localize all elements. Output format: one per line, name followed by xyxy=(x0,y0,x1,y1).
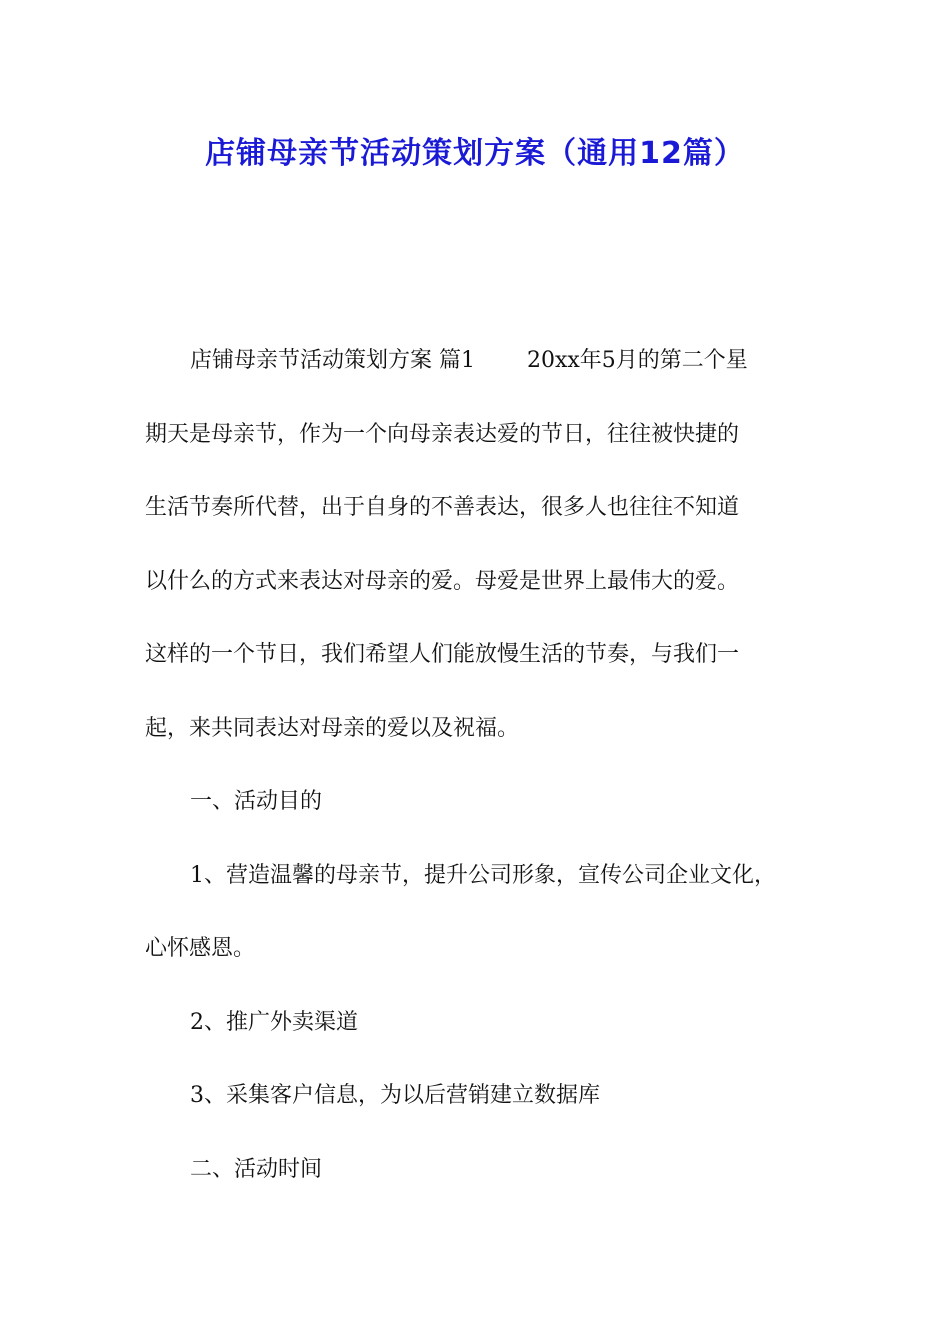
purpose-item-1-line-2: 心怀感恩。 xyxy=(145,936,256,961)
document-body xyxy=(145,339,825,1221)
intro-line-4: 以什么的方式来表达对母亲的爱。母爱是世界上最伟大的爱。 xyxy=(145,568,740,594)
intro-line-6: 起，来共同表达对母亲的爱以及祝福。 xyxy=(145,715,520,741)
intro-line-2: 期天是母亲节，作为一个向母亲表达爱的节日，往往被快捷的 xyxy=(145,421,740,447)
section-heading-purpose: 一、活动目的 xyxy=(190,789,323,814)
purpose-item-2: 2、推广外卖渠道 xyxy=(190,1009,358,1035)
purpose-item-3: 3、采集客户信息，为以后营销建立数据库 xyxy=(190,1083,600,1108)
intro-line-3: 生活节奏所代替，出于自身的不善表达，很多人也往往不知道 xyxy=(145,495,740,520)
intro-first-line xyxy=(145,339,825,413)
intro-line-5: 这样的一个节日，我们希望人们能放慢生活的节奏，与我们一 xyxy=(145,642,740,667)
purpose-item-1-line-1: 1、营造温馨的母亲节，提升公司形象，宣传公司企业文化， xyxy=(190,862,776,888)
article-heading: 店铺母亲节活动策划方案 篇1 xyxy=(190,348,475,373)
section-heading-time: 二、活动时间 xyxy=(190,1156,323,1182)
intro-text-start: 20xx年5月的第二个星 xyxy=(527,348,748,373)
document-title: 店铺母亲节活动策划方案（通用12篇） xyxy=(205,136,745,171)
